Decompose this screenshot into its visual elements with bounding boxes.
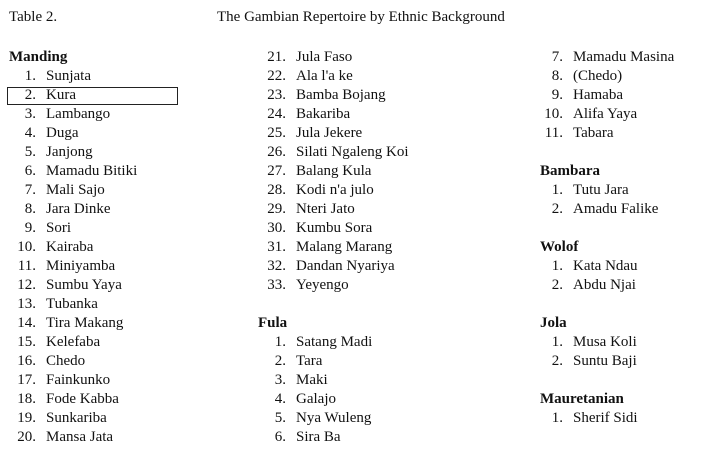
list-item [258, 238, 478, 257]
item-name: Sherif Sidi [573, 410, 638, 426]
item-name: Kata Ndau [573, 258, 638, 274]
item-number: 19. [17, 410, 36, 426]
item-number: 26. [267, 144, 286, 160]
item-name: Malang Marang [296, 239, 393, 255]
item-name: Jara Dinke [46, 201, 111, 217]
item-number: 8. [24, 201, 36, 217]
list-item [540, 333, 705, 352]
item-name: Balang Kula [296, 163, 372, 179]
table-title: The Gambian Repertoire by Ethnic Background [217, 9, 505, 25]
list-item [258, 390, 478, 409]
section-heading-bambara: Bambara [540, 163, 600, 179]
item-number: 11. [17, 258, 36, 274]
bambara-list [540, 181, 705, 219]
item-name: Nya Wuleng [296, 410, 372, 426]
list-item [9, 352, 209, 371]
item-name: Mali Sajo [46, 182, 105, 198]
list-item [9, 428, 209, 447]
column-3 [540, 48, 705, 428]
fula-list-continued [540, 48, 705, 143]
list-item [258, 276, 478, 295]
list-item [258, 200, 478, 219]
item-name: Lambango [46, 106, 111, 122]
list-item [540, 67, 705, 86]
list-item [9, 181, 209, 200]
item-number: 24. [267, 106, 286, 122]
list-item [258, 105, 478, 124]
item-number: 10. [17, 239, 36, 255]
item-name: Alifa Yaya [573, 106, 638, 122]
list-item [9, 200, 209, 219]
item-number: 4. [24, 125, 36, 141]
item-number: 5. [24, 144, 36, 160]
item-name: Hamaba [573, 87, 623, 103]
item-name: Tara [296, 353, 323, 369]
item-name: Tabara [573, 125, 614, 141]
list-item [258, 143, 478, 162]
list-item [258, 48, 478, 67]
item-number: 29. [267, 201, 286, 217]
list-item [9, 295, 209, 314]
list-item [540, 352, 705, 371]
list-item [9, 219, 209, 238]
item-name: Tira Makang [46, 315, 124, 331]
section-heading-fula: Fula [258, 315, 288, 331]
list-item [9, 124, 209, 143]
list-item [540, 86, 705, 105]
item-number: 20. [17, 429, 36, 445]
section-heading-mauretanian: Mauretanian [540, 391, 624, 407]
item-name: Galajo [296, 391, 336, 407]
list-item [9, 333, 209, 352]
section-heading-manding: Manding [9, 49, 68, 65]
list-item [258, 371, 478, 390]
list-item [540, 409, 705, 428]
item-number: 25. [267, 125, 286, 141]
item-name: Bakariba [296, 106, 351, 122]
list-item [9, 162, 209, 181]
item-number: 2. [551, 353, 563, 369]
item-number: 16. [17, 353, 36, 369]
list-item [9, 314, 209, 333]
list-item [9, 105, 209, 124]
list-item [9, 390, 209, 409]
item-number: 31. [267, 239, 286, 255]
list-item [258, 333, 478, 352]
item-name: Mansa Jata [46, 429, 114, 445]
list-item [9, 276, 209, 295]
item-name: Kairaba [46, 239, 94, 255]
item-name: Kodi n'a julo [296, 182, 374, 198]
list-item [258, 67, 478, 86]
item-number: 9. [551, 87, 563, 103]
manding-list-continued [258, 48, 478, 295]
column-1 [9, 48, 209, 447]
item-name: Yeyengo [296, 277, 349, 293]
list-item [258, 409, 478, 428]
item-number: 14. [17, 315, 36, 331]
section-heading-wolof: Wolof [540, 239, 579, 255]
item-number: 23. [267, 87, 286, 103]
item-name: Fode Kabba [46, 391, 119, 407]
list-item [540, 124, 705, 143]
item-number: 6. [24, 163, 36, 179]
item-number: 32. [267, 258, 286, 274]
item-number: 1. [551, 182, 563, 198]
column-2 [258, 48, 478, 447]
list-item [9, 67, 209, 86]
item-number: 1. [274, 334, 286, 350]
item-number: 18. [17, 391, 36, 407]
list-item [9, 86, 209, 105]
item-name: Abdu Njai [573, 277, 636, 293]
item-number: 6. [274, 429, 286, 445]
item-name: Ala l'a ke [296, 68, 353, 84]
item-number: 12. [17, 277, 36, 293]
item-number: 9. [24, 220, 36, 236]
list-item [9, 371, 209, 390]
item-number: 7. [24, 182, 36, 198]
list-item [540, 257, 705, 276]
item-name: Tubanka [46, 296, 98, 312]
item-name: Sunkariba [46, 410, 107, 426]
list-item [540, 200, 705, 219]
list-item [258, 428, 478, 447]
item-name: Sunjata [46, 68, 91, 84]
item-name: Kumbu Sora [296, 220, 373, 236]
item-name: Suntu Baji [573, 353, 637, 369]
item-name: Mamadu Bitiki [46, 163, 138, 179]
item-number: 2. [24, 87, 36, 103]
item-number: 3. [24, 106, 36, 122]
item-number: 27. [267, 163, 286, 179]
item-number: 1. [551, 258, 563, 274]
item-number: 17. [17, 372, 36, 388]
list-item [9, 257, 209, 276]
item-number: 28. [267, 182, 286, 198]
item-name: Chedo [46, 353, 86, 369]
selection-box [7, 87, 178, 105]
item-name: Nteri Jato [296, 201, 355, 217]
item-name: Jula Faso [296, 49, 353, 65]
list-item [258, 86, 478, 105]
list-item [258, 124, 478, 143]
jola-list [540, 333, 705, 371]
list-item [258, 352, 478, 371]
item-name: Maki [296, 372, 328, 388]
manding-list [9, 67, 209, 447]
item-number: 1. [551, 410, 563, 426]
list-item [540, 276, 705, 295]
item-name: Fainkunko [46, 372, 111, 388]
item-number: 5. [274, 410, 286, 426]
item-number: 2. [551, 277, 563, 293]
list-item [9, 238, 209, 257]
table-label: Table 2. [9, 9, 58, 25]
item-number: 1. [551, 334, 563, 350]
item-number: 33. [267, 277, 286, 293]
item-name: Silati Ngaleng Koi [296, 144, 409, 160]
item-number: 30. [267, 220, 286, 236]
list-item [258, 181, 478, 200]
item-number: 2. [274, 353, 286, 369]
mauretanian-list [540, 409, 705, 428]
item-number: 4. [274, 391, 286, 407]
list-item [258, 257, 478, 276]
section-heading-jola: Jola [540, 315, 567, 331]
item-number: 8. [551, 68, 563, 84]
item-name: Kelefaba [46, 334, 101, 350]
item-number: 1. [24, 68, 36, 84]
list-item [540, 48, 705, 67]
item-name: Bamba Bojang [296, 87, 386, 103]
item-number: 15. [17, 334, 36, 350]
list-item [9, 143, 209, 162]
item-name: Sori [46, 220, 72, 236]
list-item [540, 181, 705, 200]
fula-list [258, 333, 478, 447]
item-name: Kura [46, 87, 76, 103]
item-name: Miniyamba [46, 258, 116, 274]
item-name: Sira Ba [296, 429, 341, 445]
list-item [540, 105, 705, 124]
item-name: Mamadu Masina [573, 49, 675, 65]
item-number: 13. [17, 296, 36, 312]
list-item [258, 162, 478, 181]
item-name: Satang Madi [296, 334, 373, 350]
list-item [9, 409, 209, 428]
item-name: Janjong [46, 144, 93, 160]
item-name: Sumbu Yaya [46, 277, 122, 293]
item-name: Tutu Jara [573, 182, 629, 198]
item-name: Amadu Falike [573, 201, 659, 217]
item-number: 10. [544, 106, 563, 122]
item-name: Musa Koli [573, 334, 637, 350]
item-number: 22. [267, 68, 286, 84]
item-number: 21. [267, 49, 286, 65]
item-number: 11. [544, 125, 563, 141]
wolof-list [540, 257, 705, 295]
item-name: Duga [46, 125, 79, 141]
item-name: (Chedo) [573, 68, 623, 84]
item-name: Jula Jekere [296, 125, 363, 141]
item-number: 2. [551, 201, 563, 217]
list-item [258, 219, 478, 238]
item-number: 7. [551, 49, 563, 65]
item-number: 3. [274, 372, 286, 388]
item-name: Dandan Nyariya [296, 258, 395, 274]
